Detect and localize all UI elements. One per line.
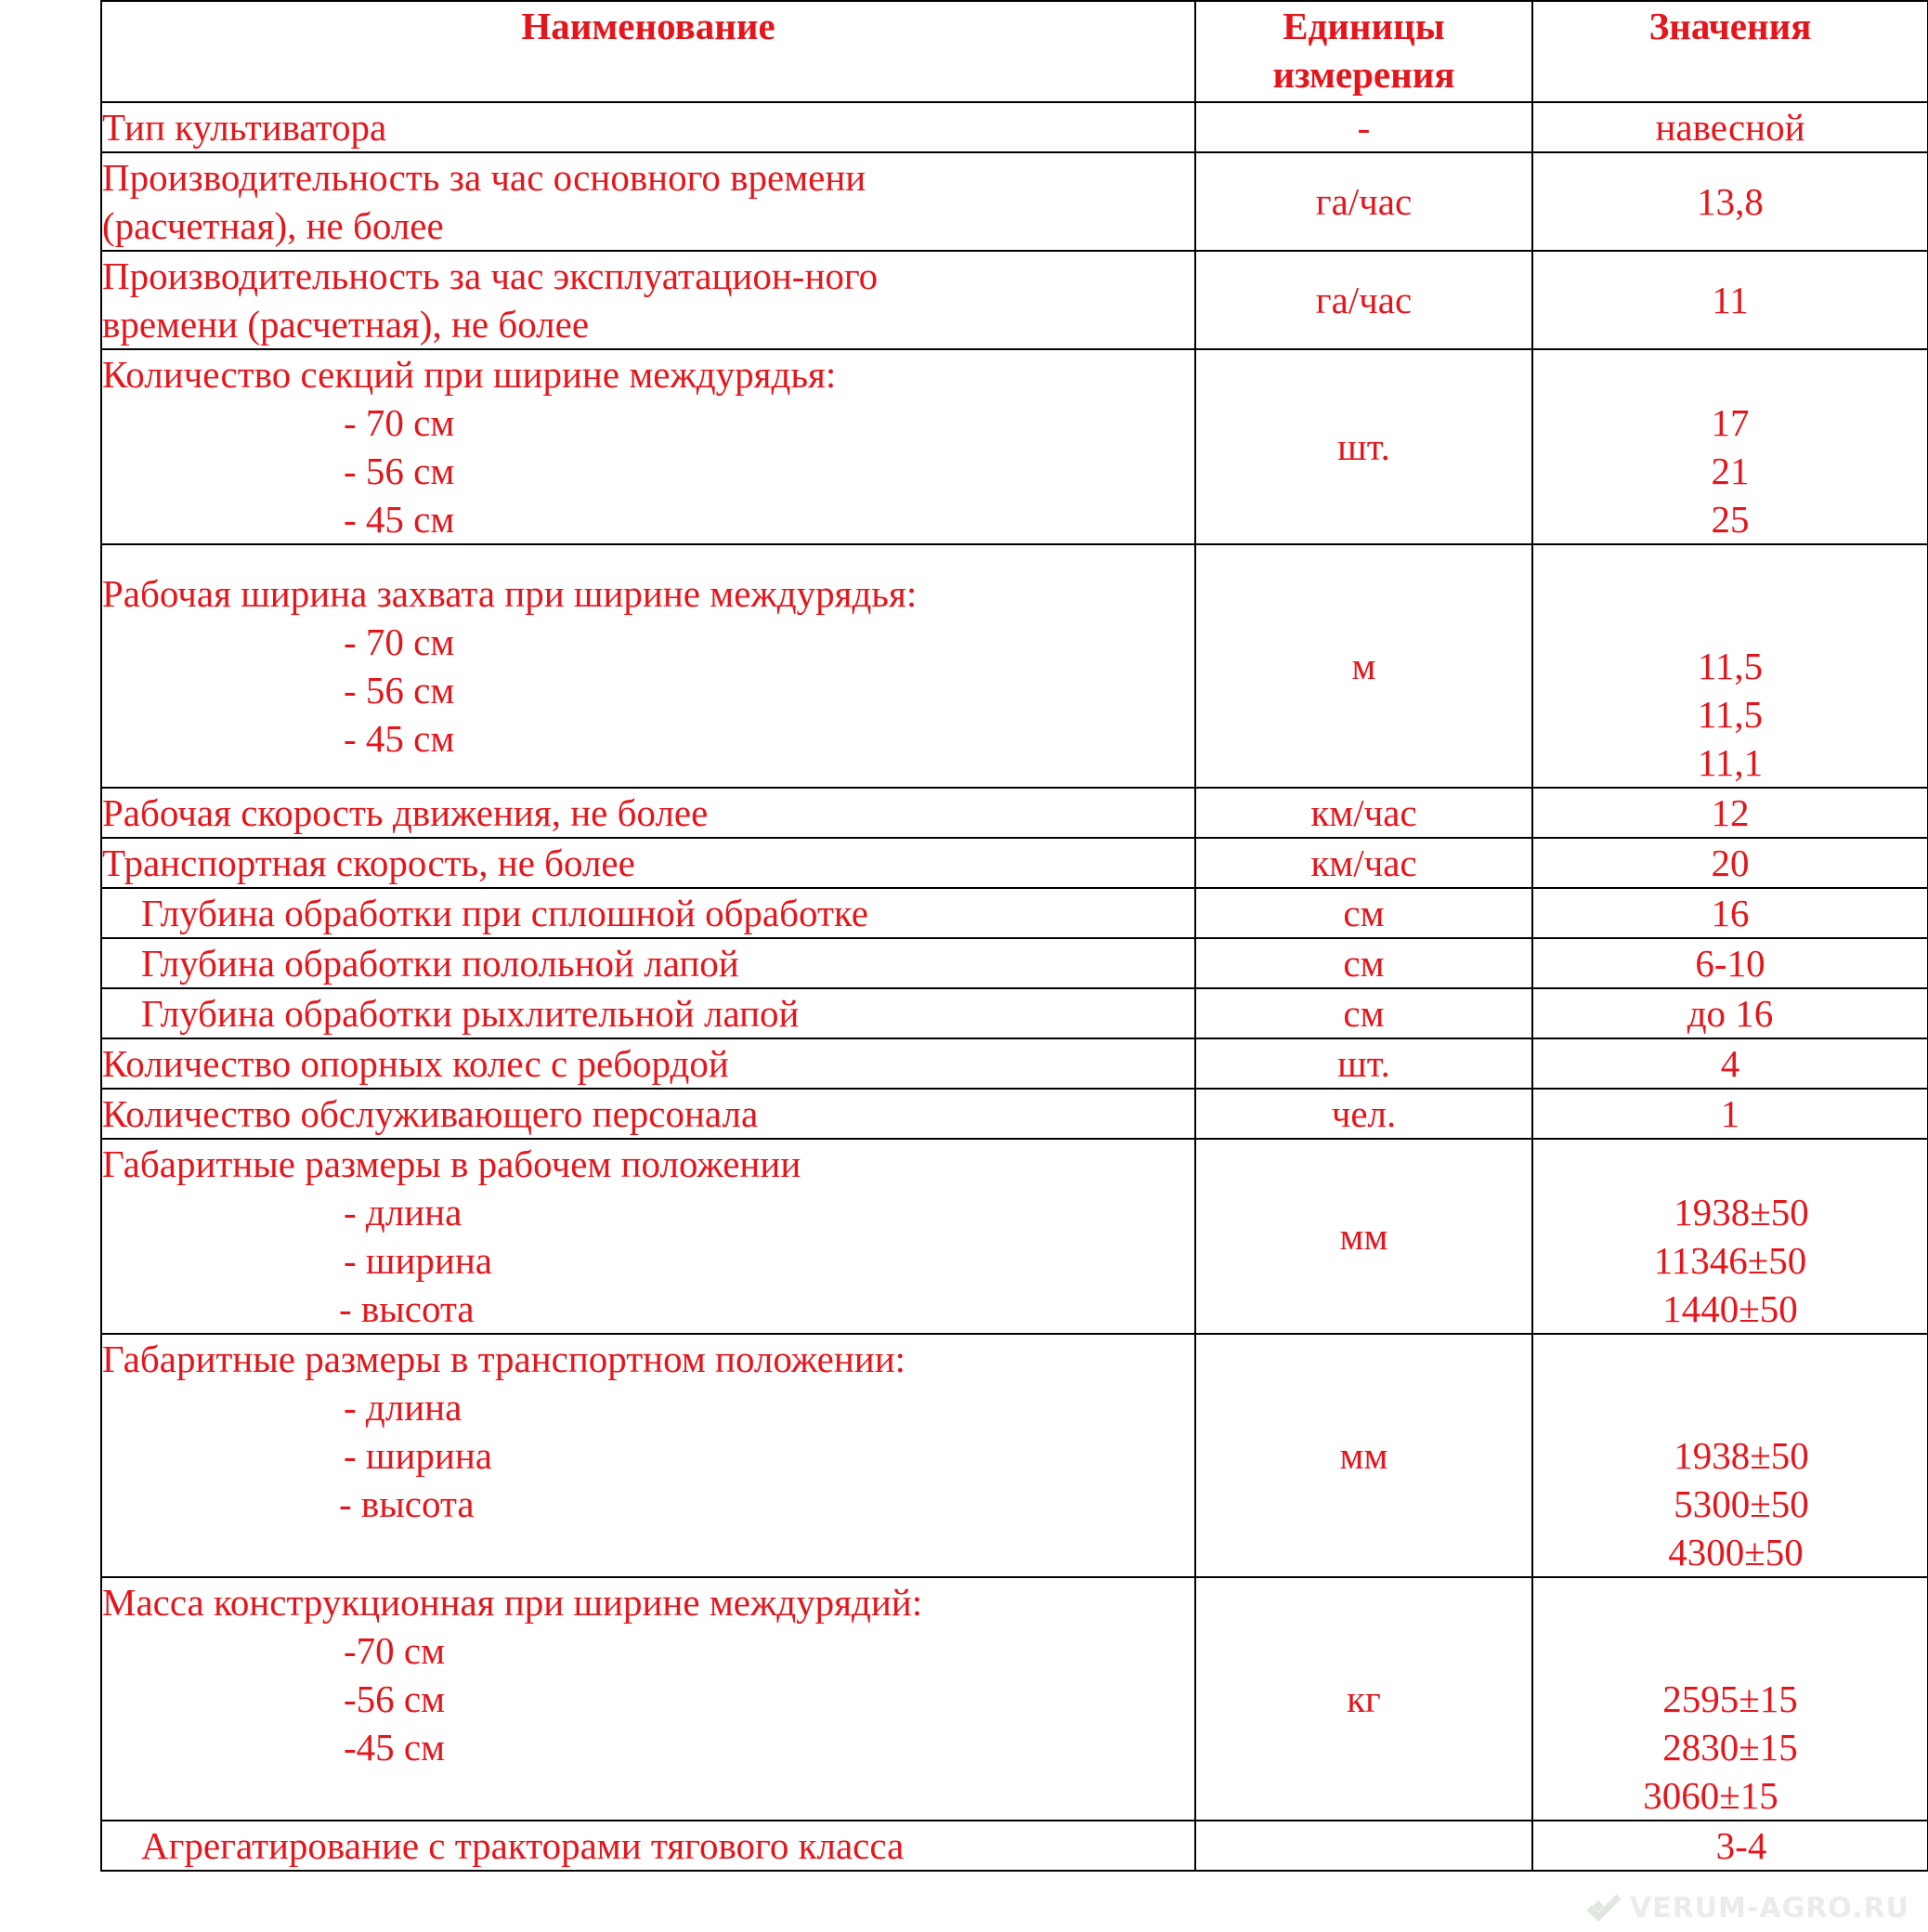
table-row (101, 1139, 1928, 1334)
table-row (101, 544, 1928, 788)
row-unit: - (1195, 102, 1532, 152)
table-row (101, 152, 1928, 251)
row-name: Тип культиватора (101, 102, 1195, 152)
row-unit: км/час (1195, 788, 1532, 838)
row-unit: см (1195, 938, 1532, 988)
leaf-logo-icon (1585, 1893, 1622, 1925)
row-value: 17 21 25 (1532, 349, 1928, 544)
row-name: Глубина обработки при сплошной обработке (101, 888, 1195, 938)
header-unit: Единицы измерения (1195, 1, 1532, 102)
sub-item: - ширина (344, 1239, 492, 1282)
table-row (101, 788, 1928, 838)
row-unit: мм (1195, 1334, 1532, 1577)
watermark-text: VERUM-AGRO.RU (1629, 1892, 1909, 1925)
row-name: Агрегатирование с тракторами тягового класса (101, 1821, 1195, 1871)
table-row (101, 838, 1928, 888)
table-row (101, 251, 1928, 349)
row-value: 1 (1532, 1089, 1928, 1139)
table-row (101, 888, 1928, 938)
row-value: 1938±50 5300±50 4300±50 (1532, 1334, 1928, 1577)
watermark (1585, 1892, 1909, 1925)
row-value: 20 (1532, 838, 1928, 888)
row-name: Рабочая скорость движения, не более (101, 788, 1195, 838)
row-unit: км/час (1195, 838, 1532, 888)
row-unit: кг (1195, 1577, 1532, 1821)
row-name: Количество опорных колес с ребордой (101, 1038, 1195, 1089)
row-value: 2595±15 2830±15 3060±15 (1532, 1577, 1928, 1821)
header-name: Наименование (101, 1, 1195, 102)
row-name: Количество секций при ширине междурядья: - 70 см - 56 см - 45 см (101, 349, 1195, 544)
specs-table (100, 0, 1928, 1872)
row-value: 6-10 (1532, 938, 1928, 988)
sub-item: - 56 см (344, 450, 455, 492)
sub-item: - 70 см (344, 401, 455, 444)
sub-item: - 70 см (344, 620, 455, 663)
table-row (101, 1334, 1928, 1577)
table-row (101, 988, 1928, 1038)
sub-item: - 56 см (344, 669, 455, 711)
table-row (101, 1821, 1928, 1871)
row-unit: га/час (1195, 152, 1532, 251)
table-row (101, 1577, 1928, 1821)
row-name: Масса конструкционная при ширине междурядий: -70 см -56 см -45 см (101, 1577, 1195, 1821)
sub-item: - длина (344, 1191, 462, 1234)
row-value: 12 (1532, 788, 1928, 838)
row-unit: шт. (1195, 1038, 1532, 1089)
sub-item: - 45 см (344, 498, 455, 541)
row-name: Глубина обработки рыхлительной лапой (101, 988, 1195, 1038)
table-row (101, 938, 1928, 988)
header-value: Значения (1532, 1, 1928, 102)
sub-item: -70 см (344, 1629, 446, 1672)
row-value: 16 (1532, 888, 1928, 938)
table-row (101, 1089, 1928, 1139)
sub-item: - высота (339, 1482, 475, 1525)
table-row (101, 102, 1928, 152)
table-row (101, 1038, 1928, 1089)
row-value: 13,8 (1532, 152, 1928, 251)
row-value: навесной (1532, 102, 1928, 152)
sub-item: - длина (344, 1386, 462, 1429)
row-value: 4 (1532, 1038, 1928, 1089)
row-name: Габаритные размеры в рабочем положении - длина - ширина - высота (101, 1139, 1195, 1334)
row-value: 11 (1532, 251, 1928, 349)
sub-item: - ширина (344, 1434, 492, 1477)
row-unit: см (1195, 988, 1532, 1038)
sub-item: -45 см (344, 1726, 446, 1769)
table-row (101, 349, 1928, 544)
row-unit: мм (1195, 1139, 1532, 1334)
row-name: Транспортная скорость, не более (101, 838, 1195, 888)
row-name: Глубина обработки полольной лапой (101, 938, 1195, 988)
row-name: Количество обслуживающего персонала (101, 1089, 1195, 1139)
row-name: Производительность за час эксплуатацион-ного времени (расчетная), не более (101, 251, 1195, 349)
row-name: Рабочая ширина захвата при ширине междурядья: - 70 см - 56 см - 45 см (101, 544, 1195, 788)
sub-item: - высота (339, 1287, 475, 1330)
row-unit: м (1195, 544, 1532, 788)
sub-item: - 45 см (344, 717, 455, 760)
row-value: 3-4 (1532, 1821, 1928, 1871)
row-name: Производительность за час основного времени (расчетная), не более (101, 152, 1195, 251)
row-value: 1938±50 11346±50 1440±50 (1532, 1139, 1928, 1334)
sub-item: -56 см (344, 1677, 446, 1720)
row-unit (1195, 1821, 1532, 1871)
header-row (101, 1, 1928, 102)
row-value: 11,5 11,5 11,1 (1532, 544, 1928, 788)
row-unit: га/час (1195, 251, 1532, 349)
row-value: до 16 (1532, 988, 1928, 1038)
row-unit: чел. (1195, 1089, 1532, 1139)
row-unit: см (1195, 888, 1532, 938)
row-unit: шт. (1195, 349, 1532, 544)
row-name: Габаритные размеры в транспортном положении: - длина - ширина - высота (101, 1334, 1195, 1577)
